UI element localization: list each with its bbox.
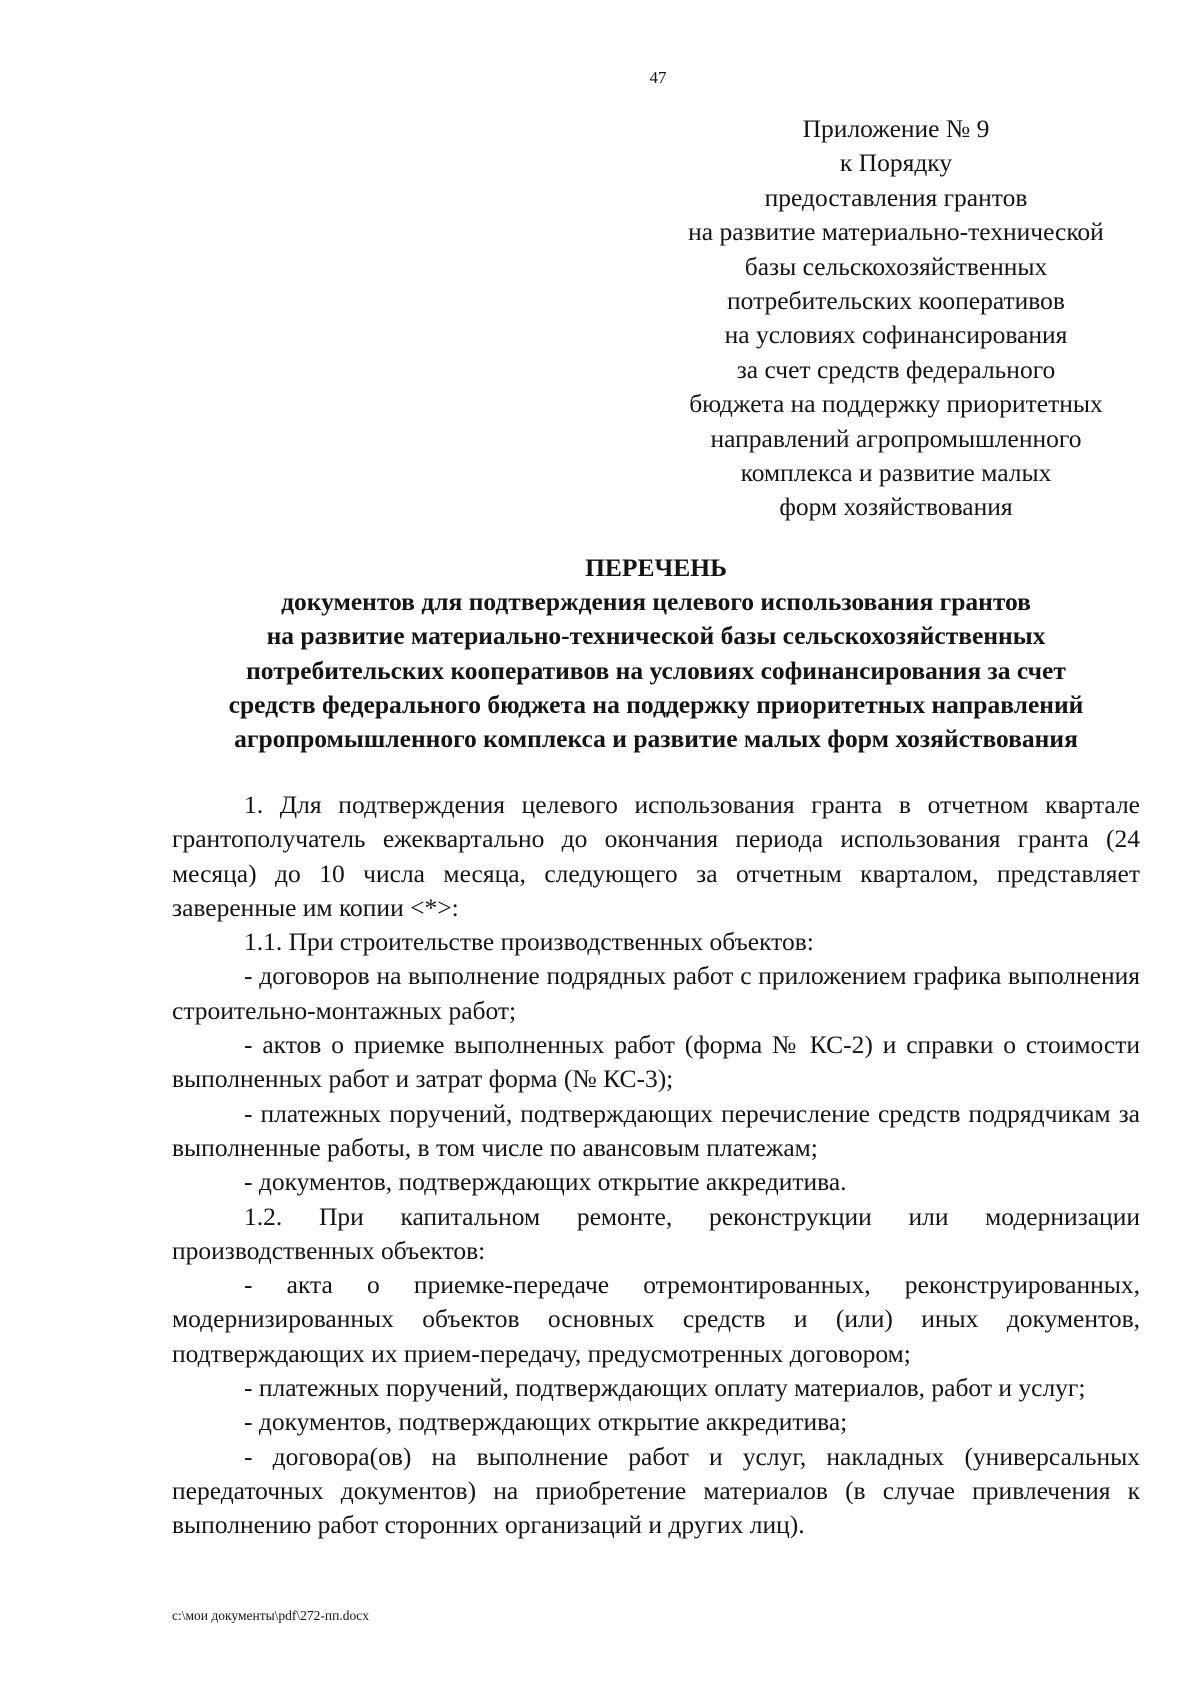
annex-header	[668, 112, 1124, 525]
annex-line: к Порядку	[839, 148, 953, 178]
title-line: на развитие материально-технической базы сельскохозяйственных	[266, 621, 1046, 651]
annex-line: Приложение № 9	[802, 114, 990, 143]
footer-file-path: c:\мои документы\pdf\272-пп.docx	[172, 1608, 369, 1623]
annex-line: за счет средств федерального	[736, 354, 1056, 384]
paragraph: - договоров на выполнение подрядных работ с приложением графика выполнения строительно-монтажных работ;	[172, 961, 1140, 1025]
title-line: агропромышленного комплекса и развитие малых форм хозяйствования	[234, 724, 1078, 754]
annex-line: комплекса и развитие малых	[740, 458, 1052, 488]
title-line: средств федерального бюджета на поддержку приоритетных направлений	[228, 689, 1084, 719]
title-line: документов для подтверждения целевого использования грантов	[281, 587, 1031, 617]
title-line: потребительских кооперативов на условиях софинансирования за счет	[246, 655, 1066, 685]
document-body	[172, 788, 1140, 1543]
annex-line: форм хозяйствования	[779, 492, 1013, 522]
paragraph: - актов о приемке выполненных работ (форма № КС-2) и справки о стоимости выполненных работ и затрат форма (№ КС-3);	[172, 1030, 1140, 1094]
paragraph: - акта о приемке-передаче отремонтированных, реконструированных, модернизированных объектов основных средств и (или) иных документов, подтверждающих их прием-передачу, предусмотренных договором;	[172, 1270, 1140, 1368]
annex-line: направлений агропромышленного	[710, 423, 1082, 453]
annex-line: предоставления грантов	[764, 182, 1028, 212]
annex-line: на развитие материально-технической	[688, 217, 1104, 247]
paragraph: - документов, подтверждающих открытие аккредитива.	[244, 1167, 847, 1197]
annex-line: бюджета на поддержку приоритетных	[689, 389, 1103, 419]
paragraph: - документов, подтверждающих открытие аккредитива;	[244, 1407, 848, 1437]
paragraph: 1.2. При капитальном ремонте, реконструкции или модернизации производственных объектов:	[172, 1201, 1140, 1265]
page-number: 47	[649, 68, 667, 87]
annex-line: на условиях софинансирования	[724, 320, 1068, 350]
paragraph: 1.1. При строительстве производственных объектов:	[244, 927, 814, 957]
paragraph: - платежных поручений, подтверждающих перечисление средств подрядчикам за выполненные работы, в том числе по авансовым платежам;	[172, 1098, 1140, 1162]
annex-line: потребительских кооперативов	[727, 286, 1065, 316]
paragraph: 1. Для подтверждения целевого использования гранта в отчетном квартале грантополучатель ежеквартально до окончания периода использования гранта (24 месяца) до 10 числа месяца, следующего за отчетным кварталом, представляет заверенные им копии <*>:	[172, 790, 1140, 922]
document-title	[172, 551, 1140, 756]
title-heading: ПЕРЕЧЕНЬ	[585, 553, 727, 582]
annex-line: базы сельскохозяйственных	[744, 251, 1048, 281]
paragraph: - платежных поручений, подтверждающих оплату материалов, работ и услуг;	[244, 1373, 1086, 1403]
paragraph: - договора(ов) на выполнение работ и услуг, накладных (универсальных передаточных документов) на приобретение материалов (в случае привлечения к выполнению работ сторонних организаций и других лиц).	[172, 1441, 1140, 1540]
